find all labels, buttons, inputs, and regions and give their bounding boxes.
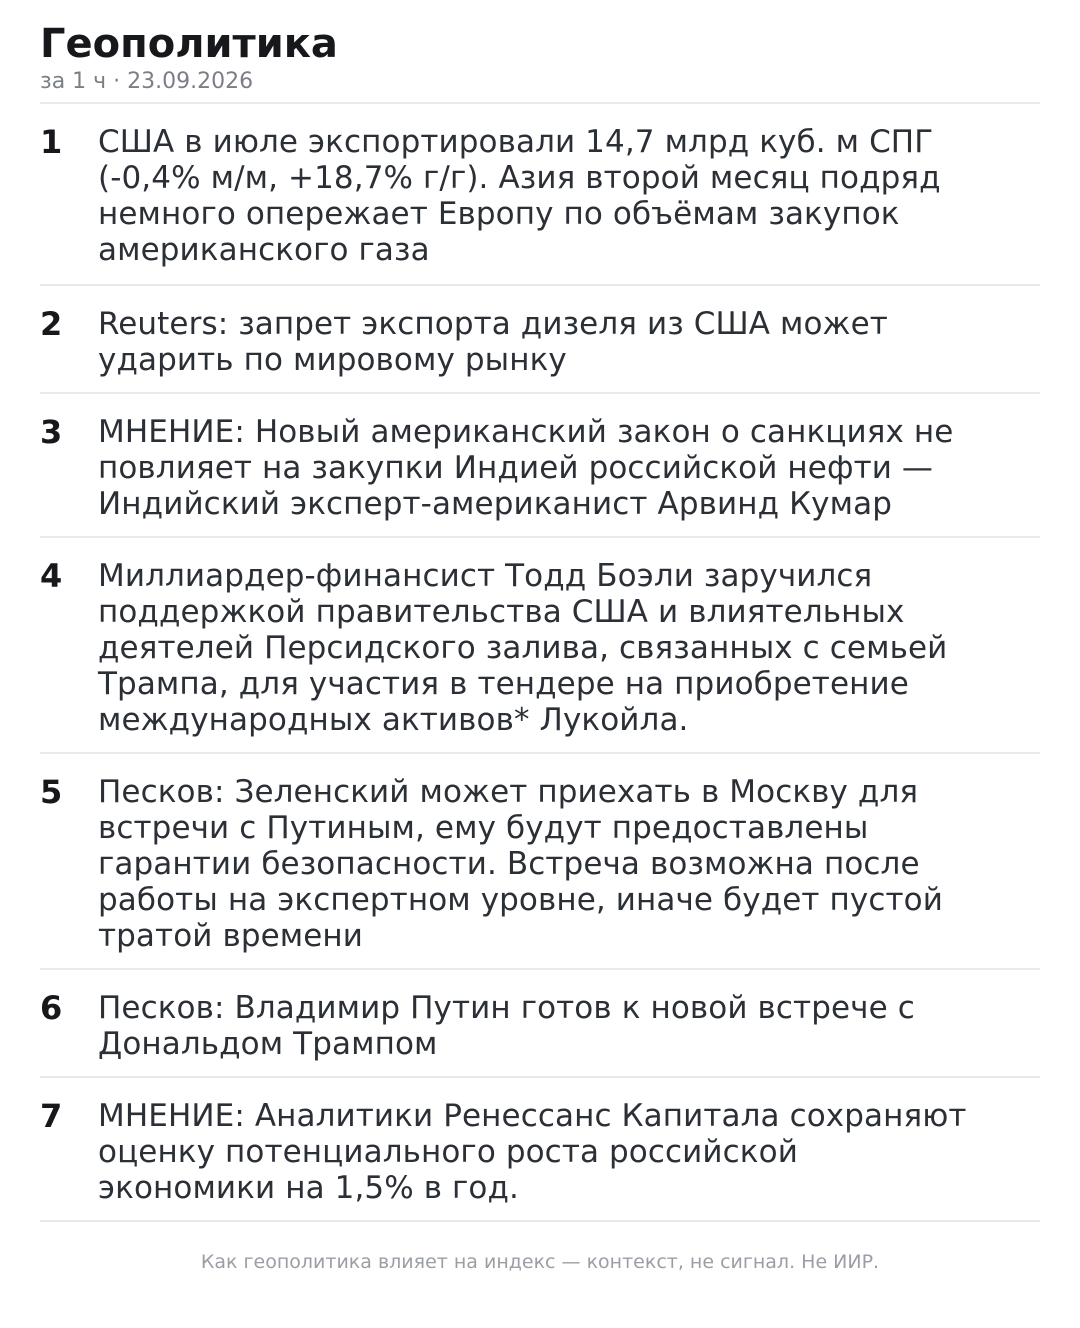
news-item[interactable] bbox=[40, 1078, 1040, 1222]
news-number: 2 bbox=[40, 305, 63, 343]
news-item[interactable] bbox=[40, 538, 1040, 754]
news-item[interactable] bbox=[40, 754, 1040, 970]
news-item[interactable] bbox=[40, 970, 1040, 1078]
news-item[interactable] bbox=[40, 286, 1040, 394]
news-item[interactable] bbox=[40, 394, 1040, 538]
news-number: 5 bbox=[40, 773, 63, 811]
news-headline[interactable]: Миллиардер-финансист Тодд Боэли заручился поддержкой правительства США и влиятельных деятелей Персидского залива, связанных с семьей Трампа, для участия в тендере на приобретение международных активов* Лукойла. bbox=[98, 558, 948, 738]
page-title: Геополитика bbox=[40, 21, 338, 67]
news-number: 6 bbox=[40, 989, 63, 1027]
footer-disclaimer: Как геополитика влияет на индекс — контекст, не сигнал. Не ИИР. bbox=[200, 1251, 880, 1273]
news-list bbox=[40, 104, 1040, 1222]
timestamp-subtitle: за 1 ч · 23.09.2026 bbox=[40, 69, 254, 94]
news-headline[interactable]: США в июле экспортировали 14,7 млрд куб. м СПГ (-0,4% м/м, +18,7% г/г). Азия второй месяц подряд немного опережает Европу по объёмам закупок американского газа bbox=[98, 124, 941, 268]
news-headline[interactable]: Песков: Зеленский может приехать в Москву для встречи с Путиным, ему будут предоставлены гарантии безопасности. Встреча возможна после работы на экспертном уровне, иначе будет пустой тратой времени bbox=[98, 774, 943, 954]
news-headline[interactable]: Песков: Владимир Путин готов к новой встрече с Дональдом Трампом bbox=[98, 990, 915, 1062]
news-number: 7 bbox=[40, 1097, 63, 1135]
news-item[interactable] bbox=[40, 104, 1040, 286]
news-number: 4 bbox=[40, 557, 63, 595]
news-number: 1 bbox=[40, 123, 63, 161]
news-headline[interactable]: МНЕНИЕ: Новый американский закон о санкциях не повлияет на закупки Индией российской нефти — Индийский эксперт-американист Арвинд Кумар bbox=[98, 414, 954, 522]
digest-header bbox=[40, 0, 1040, 104]
news-headline[interactable]: МНЕНИЕ: Аналитики Ренессанс Капитала сохраняют оценку потенциального роста российской экономики на 1,5% в год. bbox=[98, 1098, 967, 1206]
news-headline[interactable]: Reuters: запрет экспорта дизеля из США может ударить по мировому рынку bbox=[98, 306, 888, 378]
news-number: 3 bbox=[40, 413, 63, 451]
